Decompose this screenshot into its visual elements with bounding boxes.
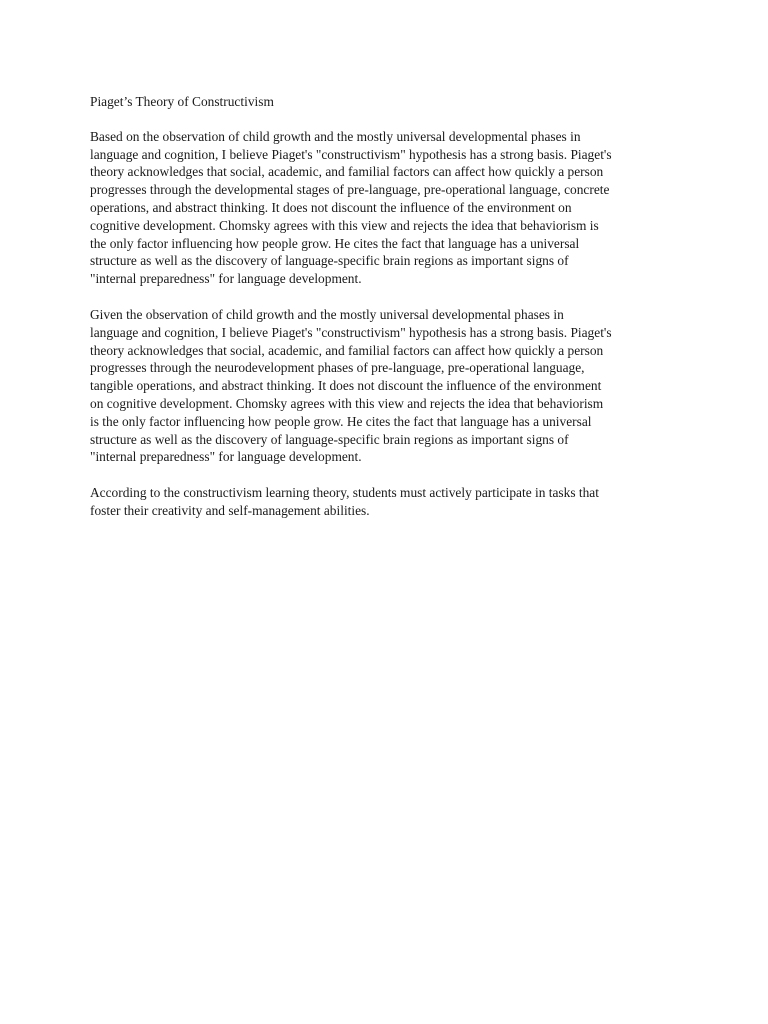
paragraph-line: language and cognition, I believe Piaget's "constructivism" hypothesis has a strong basis. Piaget's xyxy=(90,146,612,162)
paragraph-line: cognitive development. Chomsky agrees with this view and rejects the idea that behaviorism is xyxy=(90,217,599,233)
document-body xyxy=(90,93,690,538)
paragraph-line: theory acknowledges that social, academic, and familial factors can affect how quickly a person xyxy=(90,342,604,358)
paragraph-line: progresses through the neurodevelopment phases of pre-language, pre-operational language, xyxy=(90,360,585,376)
paragraph-line: is the only factor influencing how people grow. He cites the fact that language has a universal xyxy=(90,413,592,429)
paragraph-line: structure as well as the discovery of language-specific brain regions as important signs of xyxy=(90,253,569,269)
paragraph-line: Based on the observation of child growth and the mostly universal developmental phases in xyxy=(90,128,581,144)
paragraph-3 xyxy=(90,484,690,520)
paragraph-1 xyxy=(90,128,690,288)
paragraph-line: progresses through the developmental stages of pre-language, pre-operational language, concrete xyxy=(90,182,610,198)
paragraph-line: According to the constructivism learning theory, students must actively participate in tasks that xyxy=(90,485,599,501)
paragraph-line: structure as well as the discovery of language-specific brain regions as important signs of xyxy=(90,431,569,447)
paragraph-line: language and cognition, I believe Piaget's "constructivism" hypothesis has a strong basis. Piaget's xyxy=(90,324,612,340)
paragraph-line: foster their creativity and self-management abilities. xyxy=(90,502,370,518)
paragraph-line: theory acknowledges that social, academic, and familial factors can affect how quickly a person xyxy=(90,164,604,180)
paragraph-line: the only factor influencing how people grow. He cites the fact that language has a universal xyxy=(90,235,580,251)
paragraph-line: "internal preparedness" for language development. xyxy=(90,449,362,465)
document-title: Piaget’s Theory of Constructivism xyxy=(90,94,274,109)
paragraph-line: "internal preparedness" for language development. xyxy=(90,271,362,287)
paragraph-line: Given the observation of child growth and the mostly universal developmental phases in xyxy=(90,306,564,322)
paragraph-line: on cognitive development. Chomsky agrees with this view and rejects the idea that behaviorism xyxy=(90,395,604,411)
paragraph-2 xyxy=(90,306,690,466)
paragraph-line: tangible operations, and abstract thinking. It does not discount the influence of the environment xyxy=(90,378,602,394)
paragraph-line: operations, and abstract thinking. It does not discount the influence of the environment on xyxy=(90,199,572,215)
